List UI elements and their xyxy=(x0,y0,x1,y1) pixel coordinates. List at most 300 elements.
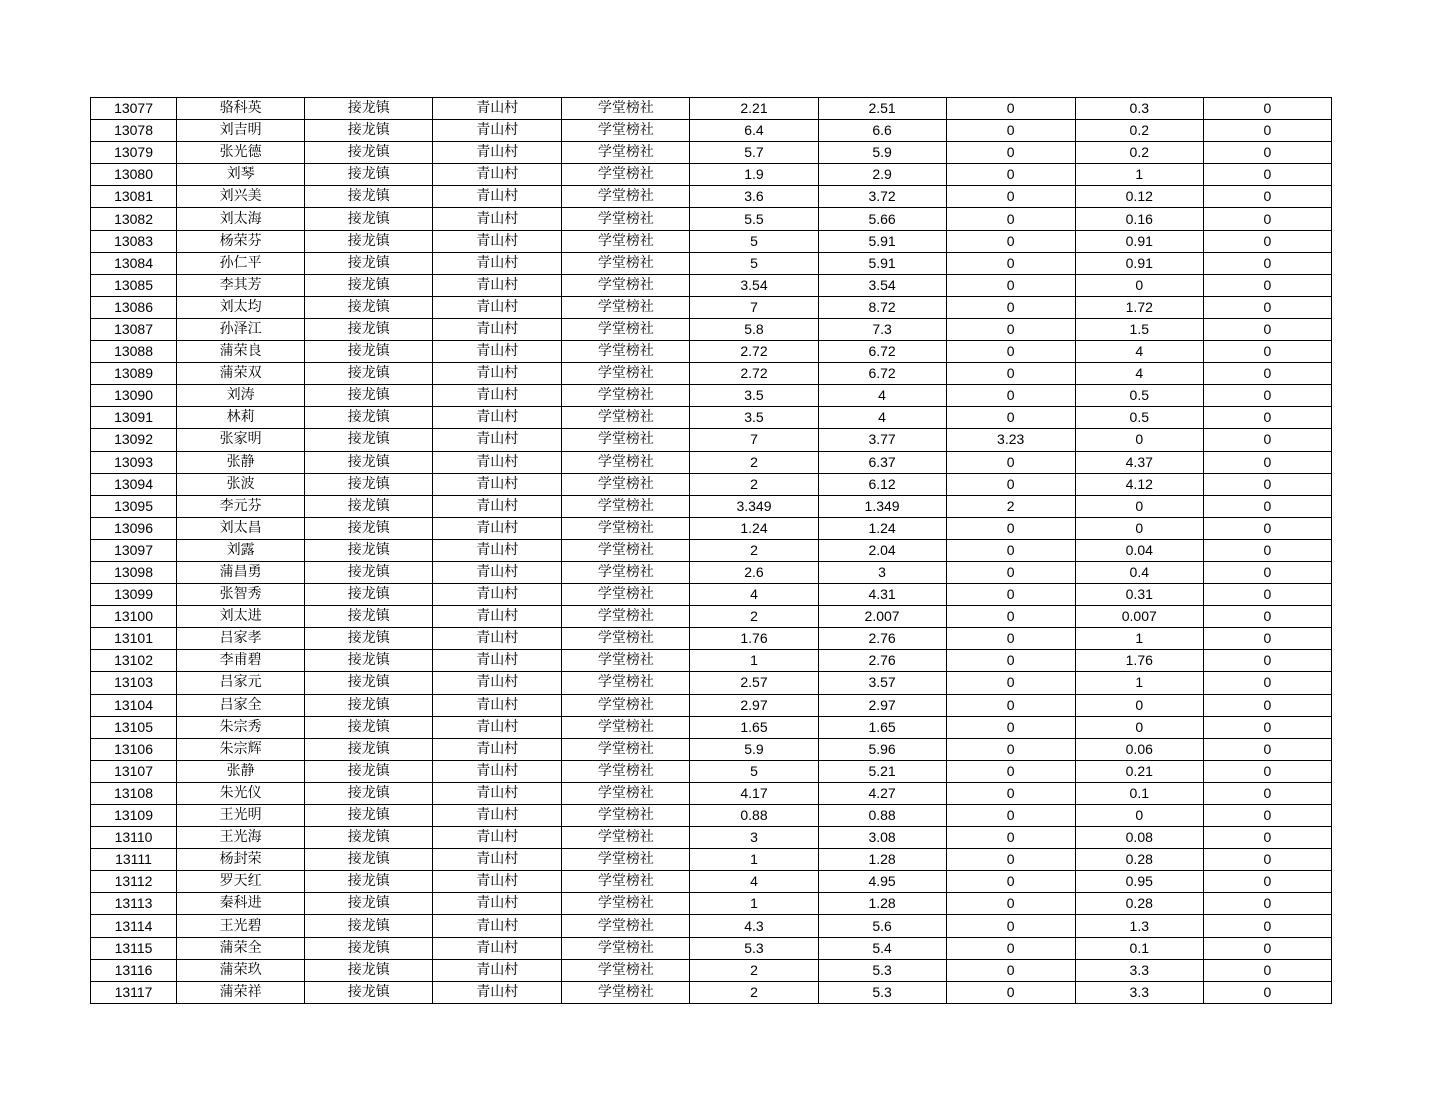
cell-value-1: 2 xyxy=(690,606,818,628)
cell-name: 张波 xyxy=(177,473,305,495)
cell-value-4: 0.12 xyxy=(1075,186,1203,208)
cell-value-4: 0 xyxy=(1075,716,1203,738)
cell-value-1: 3.5 xyxy=(690,407,818,429)
table-row xyxy=(91,186,1332,208)
cell-value-5: 0 xyxy=(1203,473,1331,495)
cell-town: 接龙镇 xyxy=(305,561,433,583)
cell-value-2: 4 xyxy=(818,407,946,429)
cell-group: 学堂榜社 xyxy=(562,98,690,120)
cell-id: 13099 xyxy=(91,584,177,606)
cell-value-2: 5.96 xyxy=(818,738,946,760)
cell-town: 接龙镇 xyxy=(305,959,433,981)
cell-value-5: 0 xyxy=(1203,849,1331,871)
cell-group: 学堂榜社 xyxy=(562,385,690,407)
table-body xyxy=(91,98,1332,1004)
table-row xyxy=(91,849,1332,871)
cell-town: 接龙镇 xyxy=(305,716,433,738)
cell-value-3: 0 xyxy=(946,363,1075,385)
cell-value-3: 0 xyxy=(946,981,1075,1003)
cell-group: 学堂榜社 xyxy=(562,318,690,340)
cell-id: 13117 xyxy=(91,981,177,1003)
cell-group: 学堂榜社 xyxy=(562,517,690,539)
cell-value-3: 0 xyxy=(946,672,1075,694)
cell-group: 学堂榜社 xyxy=(562,495,690,517)
cell-group: 学堂榜社 xyxy=(562,871,690,893)
cell-value-5: 0 xyxy=(1203,318,1331,340)
table-row xyxy=(91,429,1332,451)
cell-town: 接龙镇 xyxy=(305,915,433,937)
cell-group: 学堂榜社 xyxy=(562,208,690,230)
cell-value-5: 0 xyxy=(1203,274,1331,296)
cell-value-5: 0 xyxy=(1203,584,1331,606)
cell-value-4: 0.08 xyxy=(1075,827,1203,849)
cell-value-1: 1.76 xyxy=(690,628,818,650)
cell-id: 13109 xyxy=(91,805,177,827)
table-row xyxy=(91,407,1332,429)
cell-value-3: 0 xyxy=(946,893,1075,915)
table-row xyxy=(91,341,1332,363)
cell-value-4: 4.12 xyxy=(1075,473,1203,495)
cell-value-2: 2.9 xyxy=(818,164,946,186)
cell-village: 青山村 xyxy=(433,539,562,561)
cell-group: 学堂榜社 xyxy=(562,429,690,451)
cell-village: 青山村 xyxy=(433,738,562,760)
cell-name: 林莉 xyxy=(177,407,305,429)
cell-value-4: 3.3 xyxy=(1075,959,1203,981)
table-row xyxy=(91,517,1332,539)
cell-value-5: 0 xyxy=(1203,120,1331,142)
cell-value-4: 0.28 xyxy=(1075,849,1203,871)
cell-value-5: 0 xyxy=(1203,738,1331,760)
cell-value-2: 5.91 xyxy=(818,252,946,274)
cell-town: 接龙镇 xyxy=(305,606,433,628)
cell-value-2: 2.76 xyxy=(818,650,946,672)
cell-name: 蒲荣祥 xyxy=(177,981,305,1003)
cell-value-2: 2.76 xyxy=(818,628,946,650)
cell-value-4: 0 xyxy=(1075,517,1203,539)
cell-village: 青山村 xyxy=(433,650,562,672)
cell-village: 青山村 xyxy=(433,716,562,738)
table-row xyxy=(91,716,1332,738)
cell-value-2: 3.57 xyxy=(818,672,946,694)
cell-name: 秦科进 xyxy=(177,893,305,915)
cell-value-4: 0.4 xyxy=(1075,561,1203,583)
cell-village: 青山村 xyxy=(433,959,562,981)
cell-value-1: 1.65 xyxy=(690,716,818,738)
cell-value-2: 5.9 xyxy=(818,142,946,164)
cell-group: 学堂榜社 xyxy=(562,606,690,628)
cell-name: 刘涛 xyxy=(177,385,305,407)
cell-id: 13104 xyxy=(91,694,177,716)
cell-group: 学堂榜社 xyxy=(562,672,690,694)
cell-value-2: 2.04 xyxy=(818,539,946,561)
cell-value-2: 2.51 xyxy=(818,98,946,120)
table-row xyxy=(91,252,1332,274)
cell-value-1: 2.6 xyxy=(690,561,818,583)
cell-value-1: 7 xyxy=(690,429,818,451)
cell-value-1: 3.6 xyxy=(690,186,818,208)
cell-value-5: 0 xyxy=(1203,650,1331,672)
cell-value-2: 5.6 xyxy=(818,915,946,937)
cell-value-1: 2 xyxy=(690,959,818,981)
cell-name: 刘吉明 xyxy=(177,120,305,142)
cell-group: 学堂榜社 xyxy=(562,407,690,429)
cell-village: 青山村 xyxy=(433,782,562,804)
cell-value-2: 5.4 xyxy=(818,937,946,959)
cell-town: 接龙镇 xyxy=(305,451,433,473)
cell-value-1: 4 xyxy=(690,584,818,606)
cell-value-3: 0 xyxy=(946,407,1075,429)
cell-name: 李元芬 xyxy=(177,495,305,517)
cell-town: 接龙镇 xyxy=(305,473,433,495)
cell-value-1: 4.3 xyxy=(690,915,818,937)
cell-value-5: 0 xyxy=(1203,893,1331,915)
cell-value-1: 5.5 xyxy=(690,208,818,230)
cell-town: 接龙镇 xyxy=(305,429,433,451)
cell-town: 接龙镇 xyxy=(305,672,433,694)
cell-value-5: 0 xyxy=(1203,495,1331,517)
cell-value-3: 0 xyxy=(946,782,1075,804)
cell-id: 13107 xyxy=(91,760,177,782)
cell-id: 13089 xyxy=(91,363,177,385)
cell-value-2: 6.72 xyxy=(818,363,946,385)
table-row xyxy=(91,805,1332,827)
cell-value-3: 0 xyxy=(946,274,1075,296)
table-row xyxy=(91,782,1332,804)
cell-town: 接龙镇 xyxy=(305,252,433,274)
cell-value-1: 1.9 xyxy=(690,164,818,186)
cell-value-2: 4.95 xyxy=(818,871,946,893)
cell-value-1: 3 xyxy=(690,827,818,849)
table-row xyxy=(91,937,1332,959)
cell-name: 杨荣芬 xyxy=(177,230,305,252)
cell-id: 13108 xyxy=(91,782,177,804)
cell-value-3: 0 xyxy=(946,871,1075,893)
cell-village: 青山村 xyxy=(433,252,562,274)
cell-group: 学堂榜社 xyxy=(562,341,690,363)
cell-value-3: 0 xyxy=(946,805,1075,827)
cell-id: 13111 xyxy=(91,849,177,871)
table-row xyxy=(91,981,1332,1003)
cell-value-4: 0 xyxy=(1075,805,1203,827)
cell-town: 接龙镇 xyxy=(305,805,433,827)
cell-value-1: 6.4 xyxy=(690,120,818,142)
table-row xyxy=(91,363,1332,385)
cell-value-1: 5 xyxy=(690,760,818,782)
cell-value-2: 6.37 xyxy=(818,451,946,473)
cell-value-2: 5.3 xyxy=(818,959,946,981)
cell-value-4: 0.1 xyxy=(1075,782,1203,804)
cell-town: 接龙镇 xyxy=(305,893,433,915)
cell-village: 青山村 xyxy=(433,385,562,407)
cell-value-4: 0.007 xyxy=(1075,606,1203,628)
cell-town: 接龙镇 xyxy=(305,318,433,340)
cell-value-5: 0 xyxy=(1203,164,1331,186)
cell-value-3: 0 xyxy=(946,694,1075,716)
cell-value-4: 0.06 xyxy=(1075,738,1203,760)
cell-value-5: 0 xyxy=(1203,672,1331,694)
cell-village: 青山村 xyxy=(433,672,562,694)
cell-value-1: 1 xyxy=(690,650,818,672)
cell-group: 学堂榜社 xyxy=(562,561,690,583)
cell-village: 青山村 xyxy=(433,429,562,451)
cell-value-4: 0.16 xyxy=(1075,208,1203,230)
cell-id: 13083 xyxy=(91,230,177,252)
cell-village: 青山村 xyxy=(433,318,562,340)
cell-name: 朱宗秀 xyxy=(177,716,305,738)
cell-value-3: 0 xyxy=(946,561,1075,583)
cell-id: 13079 xyxy=(91,142,177,164)
cell-value-4: 1.76 xyxy=(1075,650,1203,672)
cell-name: 吕家元 xyxy=(177,672,305,694)
cell-id: 13085 xyxy=(91,274,177,296)
table-row xyxy=(91,584,1332,606)
cell-value-2: 6.6 xyxy=(818,120,946,142)
cell-id: 13110 xyxy=(91,827,177,849)
cell-village: 青山村 xyxy=(433,341,562,363)
cell-town: 接龙镇 xyxy=(305,120,433,142)
cell-id: 13105 xyxy=(91,716,177,738)
table-row xyxy=(91,871,1332,893)
cell-name: 吕家孝 xyxy=(177,628,305,650)
cell-value-3: 0 xyxy=(946,849,1075,871)
cell-value-4: 0.91 xyxy=(1075,230,1203,252)
cell-group: 学堂榜社 xyxy=(562,164,690,186)
cell-value-5: 0 xyxy=(1203,517,1331,539)
cell-value-3: 0 xyxy=(946,584,1075,606)
cell-town: 接龙镇 xyxy=(305,937,433,959)
cell-value-1: 5 xyxy=(690,230,818,252)
cell-value-4: 0.91 xyxy=(1075,252,1203,274)
cell-id: 13094 xyxy=(91,473,177,495)
cell-town: 接龙镇 xyxy=(305,495,433,517)
cell-value-3: 0 xyxy=(946,120,1075,142)
cell-value-5: 0 xyxy=(1203,716,1331,738)
cell-town: 接龙镇 xyxy=(305,782,433,804)
cell-id: 13084 xyxy=(91,252,177,274)
cell-value-3: 0 xyxy=(946,252,1075,274)
cell-id: 13090 xyxy=(91,385,177,407)
cell-value-5: 0 xyxy=(1203,407,1331,429)
cell-value-1: 2.21 xyxy=(690,98,818,120)
cell-name: 刘太进 xyxy=(177,606,305,628)
cell-group: 学堂榜社 xyxy=(562,539,690,561)
table-row xyxy=(91,959,1332,981)
cell-value-1: 3.5 xyxy=(690,385,818,407)
cell-village: 青山村 xyxy=(433,805,562,827)
cell-village: 青山村 xyxy=(433,561,562,583)
cell-id: 13092 xyxy=(91,429,177,451)
cell-value-1: 2 xyxy=(690,473,818,495)
cell-id: 13077 xyxy=(91,98,177,120)
cell-value-5: 0 xyxy=(1203,606,1331,628)
table-row xyxy=(91,274,1332,296)
cell-value-3: 0 xyxy=(946,318,1075,340)
table-row xyxy=(91,915,1332,937)
cell-value-1: 2.97 xyxy=(690,694,818,716)
cell-value-5: 0 xyxy=(1203,760,1331,782)
cell-value-3: 0 xyxy=(946,539,1075,561)
cell-village: 青山村 xyxy=(433,451,562,473)
cell-village: 青山村 xyxy=(433,495,562,517)
cell-id: 13087 xyxy=(91,318,177,340)
cell-group: 学堂榜社 xyxy=(562,120,690,142)
cell-village: 青山村 xyxy=(433,208,562,230)
cell-value-3: 0 xyxy=(946,451,1075,473)
cell-id: 13088 xyxy=(91,341,177,363)
cell-town: 接龙镇 xyxy=(305,981,433,1003)
cell-group: 学堂榜社 xyxy=(562,738,690,760)
cell-id: 13101 xyxy=(91,628,177,650)
cell-value-3: 0 xyxy=(946,186,1075,208)
cell-value-2: 1.24 xyxy=(818,517,946,539)
cell-group: 学堂榜社 xyxy=(562,827,690,849)
cell-value-4: 0.2 xyxy=(1075,142,1203,164)
cell-value-1: 5.8 xyxy=(690,318,818,340)
data-table xyxy=(90,97,1332,1004)
cell-value-5: 0 xyxy=(1203,98,1331,120)
cell-town: 接龙镇 xyxy=(305,694,433,716)
cell-value-4: 0.5 xyxy=(1075,407,1203,429)
cell-value-2: 7.3 xyxy=(818,318,946,340)
cell-village: 青山村 xyxy=(433,760,562,782)
cell-town: 接龙镇 xyxy=(305,164,433,186)
table-row xyxy=(91,738,1332,760)
table-row xyxy=(91,539,1332,561)
cell-town: 接龙镇 xyxy=(305,98,433,120)
cell-group: 学堂榜社 xyxy=(562,893,690,915)
table-row xyxy=(91,650,1332,672)
cell-value-4: 1 xyxy=(1075,628,1203,650)
cell-name: 王光碧 xyxy=(177,915,305,937)
cell-group: 学堂榜社 xyxy=(562,915,690,937)
cell-value-1: 1 xyxy=(690,849,818,871)
cell-value-3: 0 xyxy=(946,385,1075,407)
cell-value-5: 0 xyxy=(1203,561,1331,583)
cell-value-5: 0 xyxy=(1203,805,1331,827)
cell-name: 蒲荣全 xyxy=(177,937,305,959)
cell-value-3: 0 xyxy=(946,517,1075,539)
cell-value-3: 0 xyxy=(946,760,1075,782)
cell-town: 接龙镇 xyxy=(305,363,433,385)
cell-id: 13114 xyxy=(91,915,177,937)
table-row xyxy=(91,893,1332,915)
cell-name: 李甫碧 xyxy=(177,650,305,672)
cell-value-5: 0 xyxy=(1203,915,1331,937)
cell-value-3: 0 xyxy=(946,230,1075,252)
cell-id: 13082 xyxy=(91,208,177,230)
table-row xyxy=(91,208,1332,230)
cell-id: 13116 xyxy=(91,959,177,981)
cell-value-3: 0 xyxy=(946,473,1075,495)
cell-value-2: 2.007 xyxy=(818,606,946,628)
table-row xyxy=(91,473,1332,495)
cell-group: 学堂榜社 xyxy=(562,805,690,827)
cell-village: 青山村 xyxy=(433,915,562,937)
cell-town: 接龙镇 xyxy=(305,517,433,539)
cell-id: 13103 xyxy=(91,672,177,694)
table-row xyxy=(91,760,1332,782)
cell-id: 13078 xyxy=(91,120,177,142)
cell-name: 孙泽江 xyxy=(177,318,305,340)
cell-value-2: 3.77 xyxy=(818,429,946,451)
cell-value-3: 0 xyxy=(946,208,1075,230)
cell-value-3: 0 xyxy=(946,341,1075,363)
cell-value-2: 8.72 xyxy=(818,296,946,318)
cell-id: 13080 xyxy=(91,164,177,186)
cell-value-5: 0 xyxy=(1203,981,1331,1003)
cell-value-2: 1.28 xyxy=(818,849,946,871)
cell-name: 蒲荣双 xyxy=(177,363,305,385)
cell-value-4: 4 xyxy=(1075,363,1203,385)
cell-value-1: 5.7 xyxy=(690,142,818,164)
cell-value-2: 3.72 xyxy=(818,186,946,208)
cell-group: 学堂榜社 xyxy=(562,760,690,782)
cell-village: 青山村 xyxy=(433,142,562,164)
cell-group: 学堂榜社 xyxy=(562,937,690,959)
cell-value-4: 1 xyxy=(1075,672,1203,694)
cell-value-1: 1.24 xyxy=(690,517,818,539)
cell-town: 接龙镇 xyxy=(305,760,433,782)
cell-id: 13106 xyxy=(91,738,177,760)
cell-group: 学堂榜社 xyxy=(562,981,690,1003)
cell-group: 学堂榜社 xyxy=(562,584,690,606)
cell-value-3: 0 xyxy=(946,142,1075,164)
cell-value-2: 6.72 xyxy=(818,341,946,363)
cell-name: 朱宗辉 xyxy=(177,738,305,760)
cell-id: 13096 xyxy=(91,517,177,539)
cell-id: 13098 xyxy=(91,561,177,583)
cell-town: 接龙镇 xyxy=(305,871,433,893)
cell-value-1: 5 xyxy=(690,252,818,274)
table-row xyxy=(91,142,1332,164)
table-row xyxy=(91,164,1332,186)
cell-value-5: 0 xyxy=(1203,230,1331,252)
cell-group: 学堂榜社 xyxy=(562,959,690,981)
cell-id: 13115 xyxy=(91,937,177,959)
cell-value-2: 0.88 xyxy=(818,805,946,827)
cell-value-1: 2 xyxy=(690,451,818,473)
cell-value-2: 2.97 xyxy=(818,694,946,716)
cell-value-1: 2 xyxy=(690,539,818,561)
cell-value-1: 2.72 xyxy=(690,363,818,385)
cell-id: 13113 xyxy=(91,893,177,915)
cell-id: 13091 xyxy=(91,407,177,429)
cell-village: 青山村 xyxy=(433,186,562,208)
cell-name: 吕家全 xyxy=(177,694,305,716)
cell-value-4: 3.3 xyxy=(1075,981,1203,1003)
cell-value-1: 7 xyxy=(690,296,818,318)
cell-value-2: 4.31 xyxy=(818,584,946,606)
cell-village: 青山村 xyxy=(433,164,562,186)
cell-value-5: 0 xyxy=(1203,937,1331,959)
cell-town: 接龙镇 xyxy=(305,849,433,871)
cell-value-2: 4 xyxy=(818,385,946,407)
cell-town: 接龙镇 xyxy=(305,407,433,429)
cell-name: 刘太海 xyxy=(177,208,305,230)
cell-value-3: 0 xyxy=(946,296,1075,318)
cell-value-5: 0 xyxy=(1203,451,1331,473)
cell-village: 青山村 xyxy=(433,937,562,959)
cell-value-5: 0 xyxy=(1203,429,1331,451)
cell-name: 李其芳 xyxy=(177,274,305,296)
cell-value-5: 0 xyxy=(1203,186,1331,208)
cell-value-2: 5.66 xyxy=(818,208,946,230)
cell-group: 学堂榜社 xyxy=(562,650,690,672)
cell-value-2: 3.54 xyxy=(818,274,946,296)
cell-value-4: 0.28 xyxy=(1075,893,1203,915)
cell-value-2: 4.27 xyxy=(818,782,946,804)
